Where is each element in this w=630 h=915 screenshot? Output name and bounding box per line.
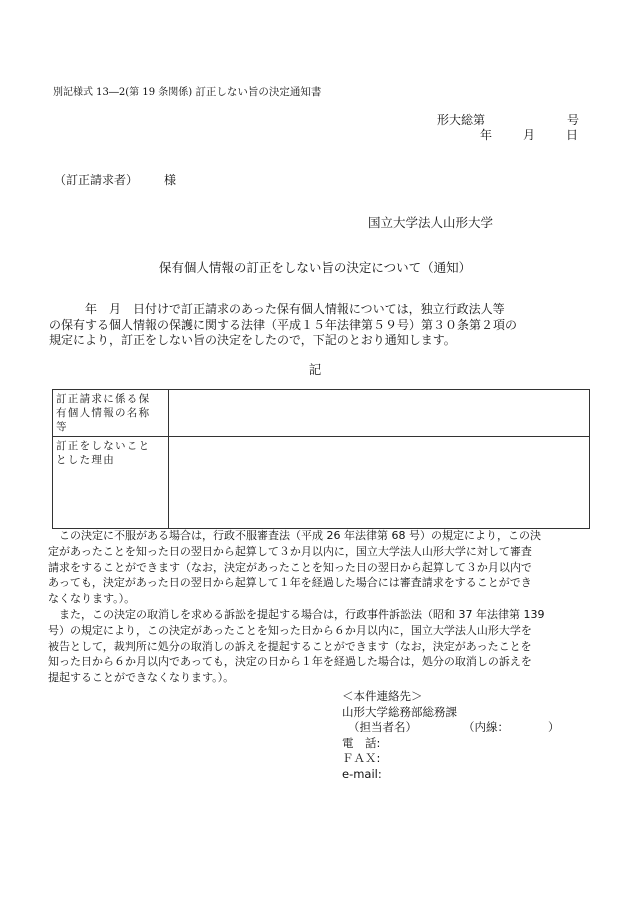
contact-extension: （内線： [463,720,509,734]
form-number: 別記様式 13―2(第 19 条関係) [53,87,193,98]
contact-department: 山形大学総務部総務課 [342,704,457,719]
date-year: 年 [480,128,493,142]
document-body [49,302,589,349]
table-row [53,390,590,437]
contact-phone: 電 話: [342,735,381,750]
contact-person-row [342,720,560,736]
appeal-notice: この決定に不服がある場合は，行政不服審査法（平成 26 年法律第 68 号）の規定により，この決 定があったことを知った日の翌日から起算して３か月以内に，国立大学法人山形大学に対して審査 請求をすることができます（なお，決定があったことを知った日の翌日から起算して３か月以内で あっても，決定があった日の翌日から起算して１年を経過した場合には審査請求をすることができ なくなります。）。 また，この決定の取消しを求める訴訟を提起する場合は，行政事件訴訟法（昭和 37 年法律第 139 号）の規定により，この決定があったことを知った日から６か月以内に，国立大学法人山形大学を 被告として，裁判所に処分の取消しの訴えを提起することができます（なお，決定があったことを 知った日から６か月以内であっても，決定の日から１年を経過した場合は，処分の取消しの訴えを 提起することができなくなります。）。 [48,529,545,685]
ki-heading: 記 [308,362,322,377]
contact-extension-close: ） [548,720,560,734]
document-number-prefix: 形大総第 [437,113,486,127]
contact-block [342,689,560,782]
table-value-reason[interactable] [169,437,590,529]
table-row [53,437,590,529]
contact-email: e-mail: [342,766,382,781]
date-day: 日 [566,128,579,142]
body-line: 規定により，訂正をしない旨の決定をしたので，下記のとおり通知します。 [49,333,456,347]
contact-fax: ＦＡＸ: [342,751,381,765]
sender: 国立大学法人山形大学 [368,215,494,230]
table-label-name: 訂正請求に係る保 有個人情報の名称 等 [53,390,169,437]
addressee-honorific: 様 [164,173,177,187]
document-number-suffix: 号 [566,113,579,127]
body-line: 年 月 日付けで訂正請求のあった保有個人情報については，独立行政法人等 [49,302,505,316]
document-title: 保有個人情報の訂正をしない旨の決定について（通知） [158,260,472,275]
form-title: 訂正しない旨の決定通知書 [195,86,322,98]
addressee-name: （訂正請求者） [54,173,139,187]
table-label-reason: 訂正をしないこと とした理由 [53,437,169,529]
form-label [53,83,321,99]
detail-table [52,389,590,529]
table-value-name[interactable] [169,390,590,437]
date-month: 月 [523,128,536,142]
body-line: の保有する個人情報の保護に関する法律（平成１５年法律第５９号）第３０条第２項の [49,317,518,332]
contact-heading: ＜本件連絡先＞ [342,689,423,703]
contact-person: （担当者名） [348,720,417,734]
addressee [54,171,176,188]
